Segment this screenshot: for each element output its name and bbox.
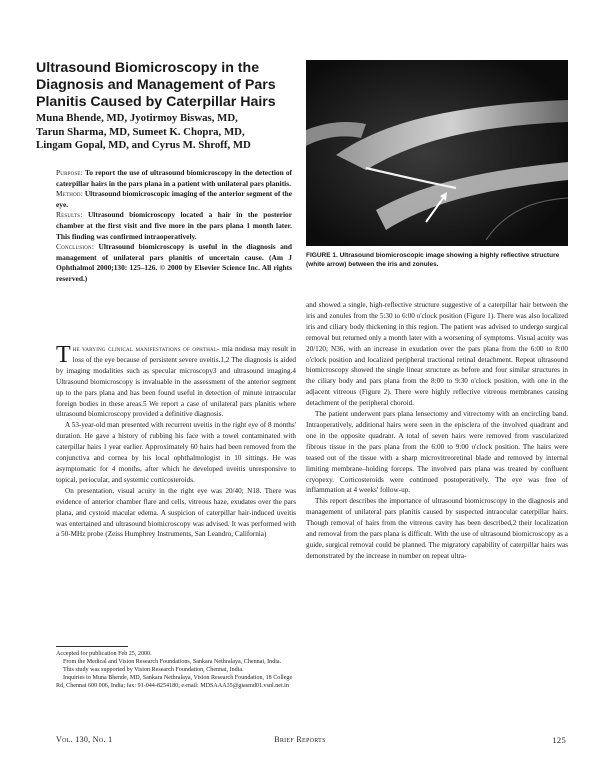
- body-paragraph: This report describes the importance of ultrasound biomicroscopy in the diagnosis and management of unilateral pars planitis caused by suspected intraocular caterpillar hairs. Though removal of hairs from the vitreous cavity has been described,2 their localization and removal from the pars plana is difficult. With the use of ultrasound biomicroscopy as a guide, surgical removal could be planned. The migratory capability of caterpillar hairs was demonstrated by the increase in number on repeat ultra-: [306, 497, 568, 560]
- purpose-text: To report the use of ultrasound biomicroscopy in the detection of caterpillar hairs in the pars plana in a patient with unilateral pars planitis.: [56, 168, 292, 188]
- footnote: This study was supported by Vision Research Foundation, Chennai, India.: [63, 667, 244, 674]
- conclusion-label: Conclusion:: [56, 242, 95, 252]
- footnotes: [56, 650, 296, 690]
- abstract-purpose: [56, 168, 292, 189]
- footer-volume: Vol. 130, No. 1: [56, 735, 113, 744]
- author-line: Muna Bhende, MD, Jyotirmoy Biswas, MD,: [36, 112, 238, 124]
- lead-in-text: he varying clinical manifestations of ophthal-: [72, 345, 220, 353]
- body-paragraph: The patient underwent pars plana lensectomy and vitrectomy with an encircling band. Intraoperatively, additional hairs were seen in the episclera of the involved quadrant and one in the opposite quadrant. A total of seven hairs were removed from vascularized fibrous tissue in the pars plana from the 6:00 to 9:00 o'clock position. The hairs were teased out of the tissue with a sharp microvitreoretinal blade and removed by internal limiting membrane–holding forceps. The involved pars plana was treated by confluent cryopexy. Corticosteroids were continued postoperatively. The eye was free of inflammation at 4 weeks' follow-up.: [306, 410, 568, 495]
- footnote: Inquiries to Muna Bhende, MD, Sankara Nethralaya, Vision Research Foundation, 18 College Rd, Chennai 600 006, India; fax: 91-044-8254180; e-mail: MDSAAA35@giasmd01.vsnl.net.in: [56, 675, 293, 690]
- paragraph-text: mia nodosa may result in loss of the eye because of persistent severe uveitis.1,2 The diagnosis is aided by imaging modalities such as specular microscopy3 and ultrasound imaging.4 Ultrasound biomicroscopy is invaluable in the assessment of the anterior segment up to the pars plana and has been found useful in detection of minute intraocular foreign bodies in these areas.5 We report a case of unilateral pars planitis where ultrasound biomicroscopy provided a definitive diagnosis.: [56, 345, 297, 419]
- abstract: [56, 168, 292, 285]
- method-label: Method:: [56, 189, 83, 199]
- purpose-label: Purpose:: [56, 168, 83, 177]
- abstract-conclusion: [56, 242, 292, 284]
- abstract-results: [56, 210, 292, 242]
- body-column-right: [306, 300, 568, 562]
- author-line: Lingam Gopal, MD, and Cyrus M. Shroff, MD: [36, 139, 251, 152]
- body-paragraph: [56, 344, 296, 420]
- conclusion-text: Ultrasound biomicroscopy is useful in the diagnosis and management of unilateral pars planitis of uncertain cause. (Am J Ophthalmol 2000;130: 125–126. © 2000 by Elsevier Science Inc. All rights reserved.): [56, 242, 292, 283]
- body-column-left: [56, 344, 296, 540]
- method-text: Ultrasound biomicroscopic imaging of the anterior segment of the eye.: [56, 189, 292, 209]
- ultrasound-scan-graphic: [306, 60, 568, 246]
- abstract-method: [56, 189, 292, 210]
- article-title: Ultrasound Biomicroscopy in the Diagnosis and Management of Pars Planitis Caused by Caterpillar Hairs: [36, 60, 276, 111]
- ultrasound-figure-image: [306, 60, 568, 246]
- body-paragraph: A 53-year-old man presented with recurrent uveitis in the right eye of 8 months' duration. He gave a history of rubbing his face with a towel contaminated with caterpillar hairs 1 year earlier. Approximately 60 hairs had been removed from the conjunctiva and cornea by his local ophthalmologist in 10 sittings. He was asymptomatic for 4 months, after which he developed uveitis unresponsive to topical, periocular, and systemic corticosteroids.: [56, 421, 296, 484]
- figure-label: FIGURE 1.: [306, 252, 338, 259]
- body-paragraph: and showed a single, high-reflective structure suggestive of a caterpillar hair between the iris and zonules from the 5:30 to 6:00 o'clock position (Figure 1). There was also localized iris and ciliary body thickening in this region. The patient was advised to undergo surgical removal but returned only a month later with a worsening of symptoms. Visual acuity was 20/120; N36, with an increase in exudation over the pars plana from the 6:00 to 8:00 o'clock position and localized peripheral tractional retinal detachment. Repeat ultrasound biomicroscopy showed the single linear structure as before and four similar structures in the ciliary body and pars plana from the 8:00 to 9:30 o'clock position, with one in the adjacent vitreous (Figure 2). There were highly reflective vitreous membranes causing detachment of the peripheral choroid.: [306, 301, 568, 408]
- author-line: Tarun Sharma, MD, Sumeet K. Chopra, MD,: [36, 125, 245, 138]
- figure-caption-text: Ultrasound biomicroscopic image showing a highly reflective structure (white arrow) between the iris and zonules.: [306, 252, 560, 269]
- results-label: Results:: [56, 210, 83, 220]
- page-number: 125: [552, 735, 566, 745]
- footnote: From the Medical and Vision Research Foundations, Sankara Nethralaya, Chennai, India.: [63, 659, 282, 666]
- body-paragraph: On presentation, visual acuity in the right eye was 20/40; N18. There was evidence of anterior chamber flare and cells, vitreous haze, exudates over the pars plana, and cystoid macular edema. A suspicion of caterpillar hair-induced uveitis was entertained and ultrasound biomicroscopy was advised. It was performed with a 50-MHz probe (Zeiss Humphrey Instruments, San Leandro, California): [56, 486, 296, 539]
- footnote: Accepted for publication Feb 25, 2000.: [56, 651, 152, 657]
- drop-cap: T: [56, 342, 71, 368]
- figure-caption: [306, 251, 568, 270]
- footnote-divider: [56, 646, 128, 647]
- results-text: Ultrasound biomicroscopy located a hair in the posterior chamber at the first visit and five more in the pars plana 1 month later. This finding was confirmed intraoperatively.: [56, 210, 292, 241]
- footer-section: Brief Reports: [274, 735, 326, 744]
- author-list: [36, 112, 304, 153]
